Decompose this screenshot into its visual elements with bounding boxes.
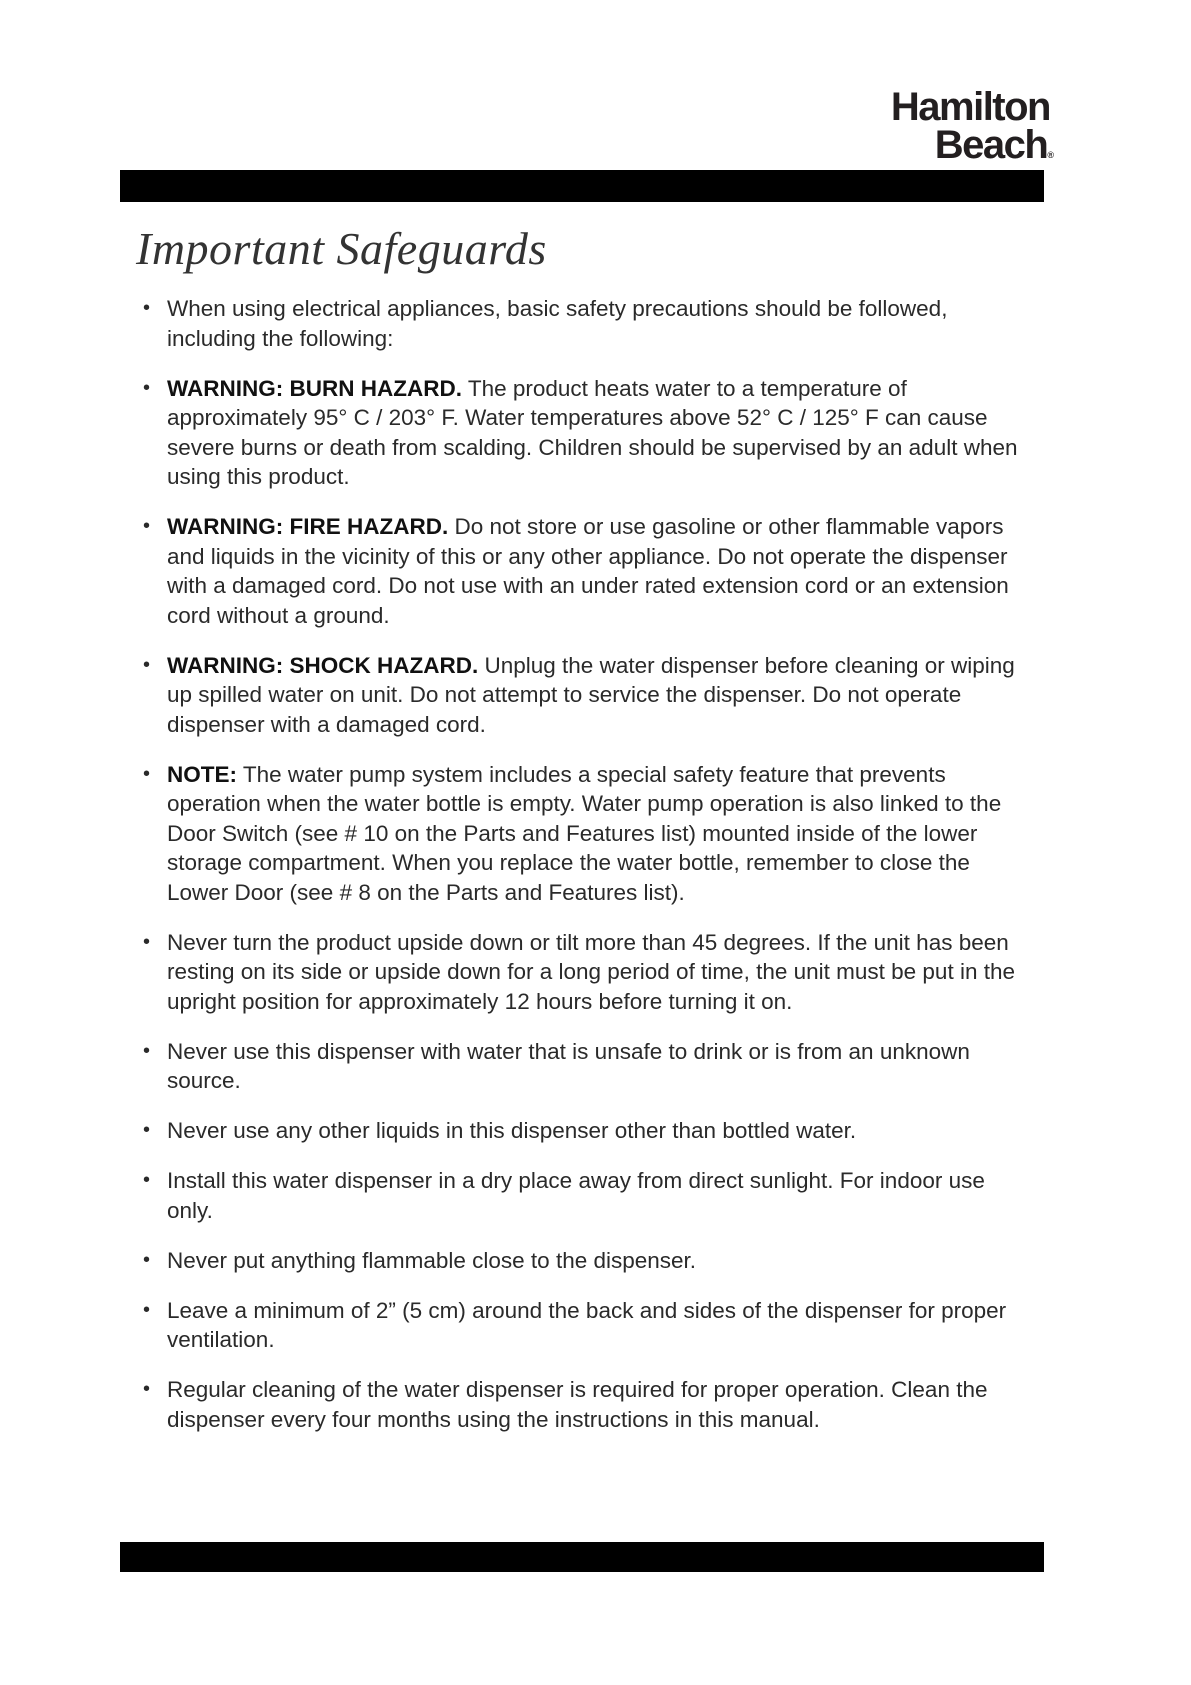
item-text: Never put anything flammable close to the dispenser. [167, 1247, 697, 1273]
list-item [140, 928, 1020, 1017]
brand-name-line2: Beach® [934, 123, 1054, 167]
bullet-icon: • [143, 1378, 151, 1400]
bullet-icon: • [143, 762, 151, 785]
list-item [140, 1375, 1020, 1434]
footer-bar [120, 1542, 1044, 1572]
item-text: When using electrical appliances, basic safety precautions should be followed, including the following: [167, 296, 948, 351]
item-label: WARNING: SHOCK HAZARD. [167, 652, 479, 678]
list-item [140, 1166, 1020, 1225]
bullet-icon: • [143, 930, 151, 953]
item-text: Never use any other liquids in this dispenser other than bottled water. [167, 1118, 857, 1143]
bullet-icon: • [143, 1298, 151, 1321]
bullet-icon: • [143, 297, 151, 319]
list-item [140, 1246, 1020, 1276]
item-label: WARNING: BURN HAZARD. [167, 375, 462, 401]
item-text: Never use this dispenser with water that is unsafe to drink or is from an unknown source. [167, 1038, 970, 1093]
item-text: Never turn the product upside down or tilt more than 45 degrees. If the unit has been resting on its side or upside down for a long period of time, the unit must be put in the upright position for approximately 12 hours before turning it on. [167, 929, 1015, 1014]
list-item [140, 1037, 1020, 1096]
list-item [140, 374, 1020, 492]
bullet-icon: • [143, 1039, 151, 1062]
item-text: Leave a minimum of 2” (5 cm) around the back and sides of the dispenser for proper ventilation. [167, 1297, 1007, 1352]
item-text: Unplug the water dispenser before cleaning or wiping up spilled water on unit. Do not attempt to service the dispenser. Do not operate dispenser with a damaged cord. [167, 652, 1015, 737]
item-label: NOTE: [167, 761, 237, 787]
header-bar [120, 170, 1044, 202]
item-text: Install this water dispenser in a dry place away from direct sunlight. For indoor use only. [167, 1168, 985, 1223]
list-item [140, 512, 1020, 630]
item-text: The water pump system includes a special safety feature that prevents operation when the water bottle is empty. Water pump operation is also linked to the Door Switch (see # 10 on the Parts and Features list) mounted inside of the lower storage compartment. When you replace the water bottle, remember to close the Lower Door (see # 8 on the Parts and Features list). [167, 761, 1002, 905]
bullet-icon: • [143, 376, 151, 399]
bullet-icon: • [143, 653, 151, 676]
list-item [140, 294, 1020, 353]
registered-mark: ® [1047, 150, 1054, 160]
list-item [140, 651, 1020, 740]
bullet-icon: • [143, 515, 151, 537]
brand-logo [890, 85, 1054, 174]
bullet-icon: • [143, 1119, 151, 1141]
list-item [140, 1296, 1020, 1355]
page-title: Important Safeguards [136, 223, 547, 274]
list-item [140, 760, 1020, 908]
bullet-icon: • [143, 1248, 151, 1271]
list-item [140, 1116, 1020, 1146]
item-text: Regular cleaning of the water dispenser is required for proper operation. Clean the dispenser every four months using the instructions in this manual. [167, 1377, 988, 1432]
safeguards-list [140, 294, 1020, 1455]
item-text: The product heats water to a temperature of approximately 95° C / 203° F. Water temperatures above 52° C / 125° F can cause severe burns or death from scalding. Children should be supervised by an adult when using this product. [167, 375, 1018, 489]
item-text: Do not store or use gasoline or other flammable vapors and liquids in the vicinity of this or any other appliance. Do not operate the dispenser with a damaged cord. Do not use with an under rated extension cord or an extension cord without a ground. [167, 514, 1009, 628]
bullet-icon: • [143, 1169, 151, 1191]
item-label: WARNING: FIRE HAZARD. [167, 514, 449, 539]
brand-name-line1: Hamilton [890, 85, 1050, 129]
